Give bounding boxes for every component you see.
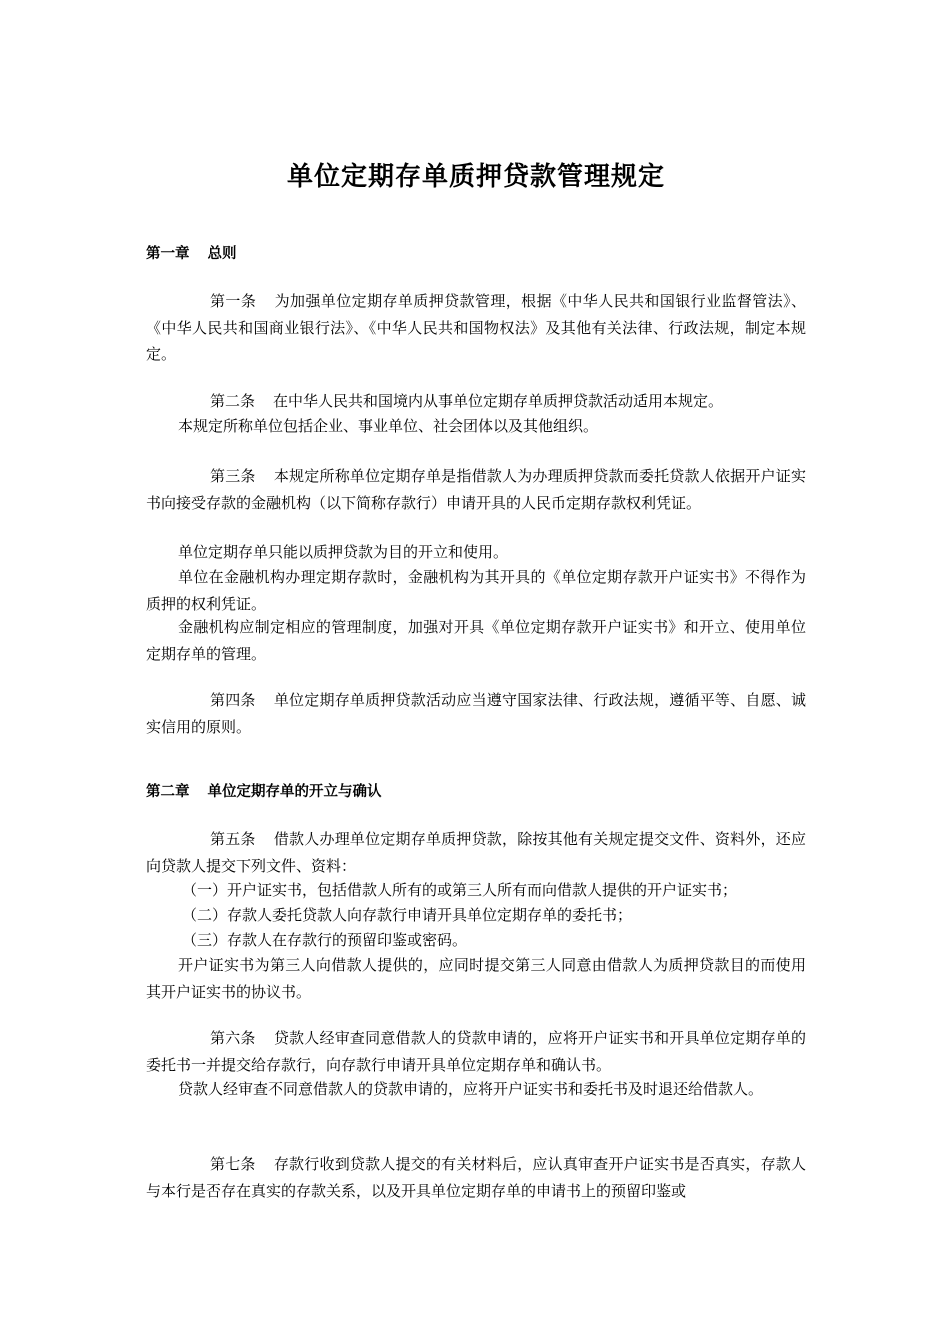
article-label: 第一条 — [210, 292, 257, 310]
chapter-number: 第二章 — [146, 784, 190, 800]
list-item: （三）存款人在存款行的预留印鉴或密码。 — [182, 931, 468, 949]
chapter-name: 总则 — [207, 246, 237, 262]
article-label: 第五条 — [210, 830, 256, 848]
list-item: （二）存款人委托贷款人向存款行申请开具单位定期存单的委托书； — [182, 906, 633, 924]
chapter-name: 单位定期存单的开立与确认 — [207, 784, 382, 800]
article-label: 第六条 — [210, 1029, 256, 1047]
article-paragraph — [146, 1025, 806, 1078]
article-label: 第七条 — [210, 1155, 256, 1173]
sub-paragraph: 单位在金融机构办理定期存款时，金融机构为其开具的《单位定期存款开户证实书》不得作为质押的权利凭证。 — [146, 568, 806, 613]
article-label: 第三条 — [210, 467, 256, 485]
list-item: （一）开户证实书，包括借款人所有的或第三人所有而向借款人提供的开户证实书； — [182, 881, 738, 899]
article-paragraph — [146, 687, 806, 740]
article-paragraph — [146, 826, 806, 879]
article-text: 存款行收到贷款人提交的有关材料后，应认真审查开户证实书是否真实，存款人与本行是否存在真实的存款关系，以及开具单位定期存单的申请书上的预留印鉴或 — [146, 1155, 806, 1200]
article-text: 为加强单位定期存单质押贷款管理，根据《中华人民共和国银行业监督管法》、《中华人民共和国商业银行法》、《中华人民共和国物权法》及其他有关法律、行政法规，制定本规定。 — [146, 292, 806, 363]
sub-paragraph: 单位定期存单只能以质押贷款为目的开立和使用。 — [178, 543, 509, 561]
article-paragraph — [146, 388, 806, 415]
document-title: 单位定期存单质押贷款管理规定 — [286, 162, 665, 192]
article-paragraph — [146, 288, 806, 368]
article-label: 第二条 — [210, 392, 256, 410]
article-text: 本规定所称单位定期存单是指借款人为办理质押贷款而委托贷款人依据开户证实书向接受存款的金融机构（以下简称存款行）申请开具的人民币定期存款权利凭证。 — [146, 467, 806, 512]
article-paragraph — [146, 463, 806, 516]
sub-paragraph: 金融机构应制定相应的管理制度，加强对开具《单位定期存款开户证实书》和开立、使用单位定期存单的管理。 — [146, 618, 806, 663]
sub-paragraph: 本规定所称单位包括企业、事业单位、社会团体以及其他组织。 — [178, 417, 599, 435]
sub-paragraph: 贷款人经审查不同意借款人的贷款申请的，应将开户证实书和委托书及时退还给借款人。 — [178, 1080, 764, 1098]
article-text: 贷款人经审查同意借款人的贷款申请的，应将开户证实书和开具单位定期存单的委托书一并提交给存款行，向存款行申请开具单位定期存单和确认书。 — [146, 1029, 806, 1074]
article-text: 在中华人民共和国境内从事单位定期存单质押贷款活动适用本规定。 — [273, 392, 724, 410]
article-text: 单位定期存单质押贷款活动应当遵守国家法律、行政法规，遵循平等、自愿、诚实信用的原则。 — [146, 691, 806, 736]
sub-paragraph: 开户证实书为第三人向借款人提供的，应同时提交第三人同意由借款人为质押贷款目的而使用其开户证实书的协议书。 — [146, 956, 806, 1001]
chapter-heading — [146, 782, 382, 802]
chapter-number: 第一章 — [146, 246, 190, 262]
article-paragraph — [146, 1151, 806, 1204]
chapter-heading — [146, 244, 237, 264]
article-label: 第四条 — [210, 691, 256, 709]
article-text: 借款人办理单位定期存单质押贷款，除按其他有关规定提交文件、资料外，还应向贷款人提交下列文件、资料： — [146, 830, 806, 875]
